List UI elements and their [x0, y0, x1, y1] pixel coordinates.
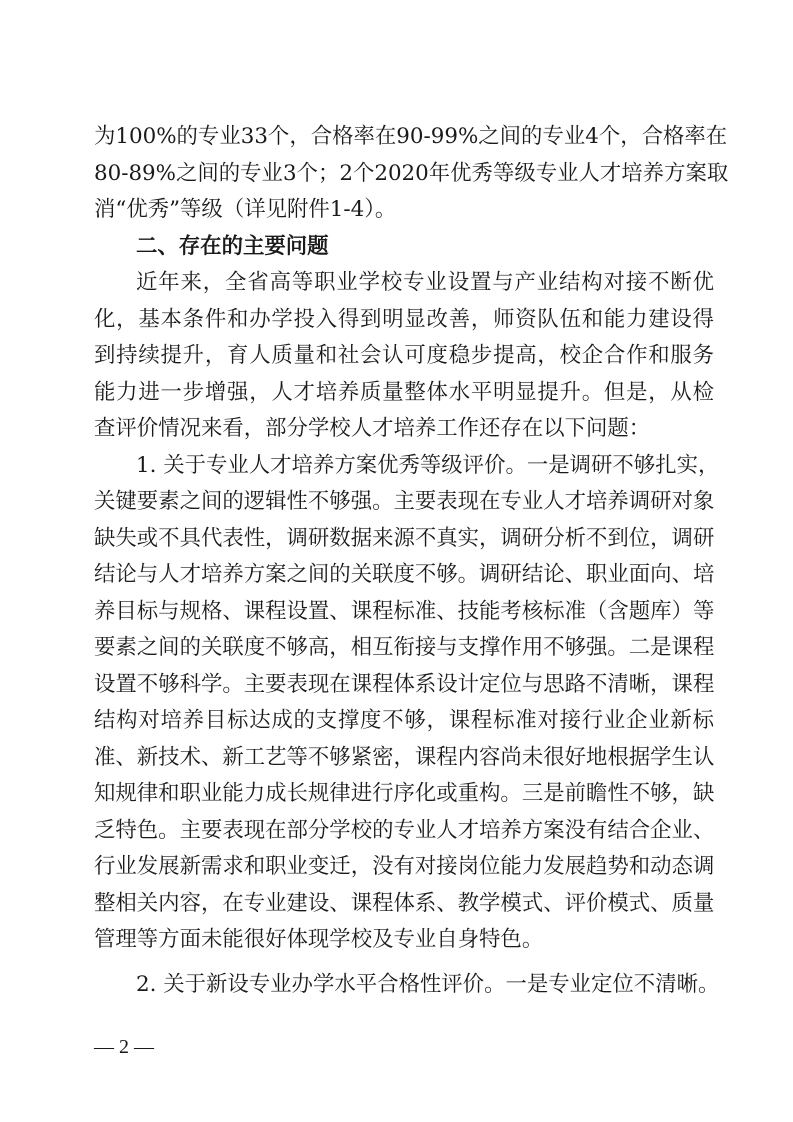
text-line: 化，基本条件和办学投入得到明显改善，师资队伍和能力建设得 [94, 307, 714, 332]
text-line: 行业发展新需求和职业变迁，没有对接岗位能力发展趋势和动态调 [94, 854, 715, 879]
text-line: 为100%的专业33个，合格率在90-99%之间的专业4个，合格率在 [94, 124, 728, 149]
text-line: 知规律和职业能力成长规律进行序化或重构。三是前瞻性不够，缺 [94, 781, 715, 806]
page-number: — 2 — [94, 1036, 154, 1058]
text-line: 乏特色。主要表现在部分学校的专业人才培养方案没有结合企业、 [94, 818, 715, 843]
text-line: 设置不够科学。主要表现在课程体系设计定位与思路不清晰，课程 [94, 672, 715, 697]
text-line: 到持续提升，育人质量和社会认可度稳步提高，校企合作和服务 [94, 343, 714, 368]
text-line: 2. 关于新设专业办学水平合格性评价。一是专业定位不清晰。 [136, 972, 720, 997]
text-line: 80-89%之间的专业3个；2个2020年优秀等级专业人才培养方案取 [94, 161, 729, 186]
text-line: 关键要素之间的逻辑性不够强。主要表现在专业人才培养调研对象 [94, 489, 715, 514]
text-line: 要素之间的关联度不够高，相互衔接与支撑作用不够强。二是课程 [94, 635, 715, 660]
text-line: 结论与人才培养方案之间的关联度不够。调研结论、职业面向、培 [94, 562, 715, 587]
text-line: 结构对培养目标达成的支撑度不够，课程标准对接行业企业新标 [94, 708, 714, 733]
text-line: 缺失或不具代表性，调研数据来源不真实，调研分析不到位，调研 [94, 526, 715, 551]
text-line: 管理等方面未能很好体现学校及专业自身特色。 [94, 927, 544, 952]
text-line: 1. 关于专业人才培养方案优秀等级评价。一是调研不够扎实， [136, 453, 720, 478]
text-line: 整相关内容，在专业建设、课程体系、教学模式、评价模式、质量 [94, 891, 715, 916]
text-line: 准、新技术、新工艺等不够紧密，课程内容尚未很好地根据学生认 [94, 745, 715, 770]
text-line: 近年来，全省高等职业学校专业设置与产业结构对接不断优 [136, 270, 714, 295]
text-line: 养目标与规格、课程设置、课程标准、技能考核标准（含题库）等 [94, 599, 715, 624]
text-line: 查评价情况来看，部分学校人才培养工作还存在以下问题： [94, 416, 651, 441]
section-heading: 二、存在的主要问题 [136, 234, 329, 259]
text-line: 能力进一步增强，人才培养质量整体水平明显提升。但是，从检 [94, 380, 714, 405]
text-line: 消“优秀”等级（详见附件1-4）。 [94, 197, 397, 222]
